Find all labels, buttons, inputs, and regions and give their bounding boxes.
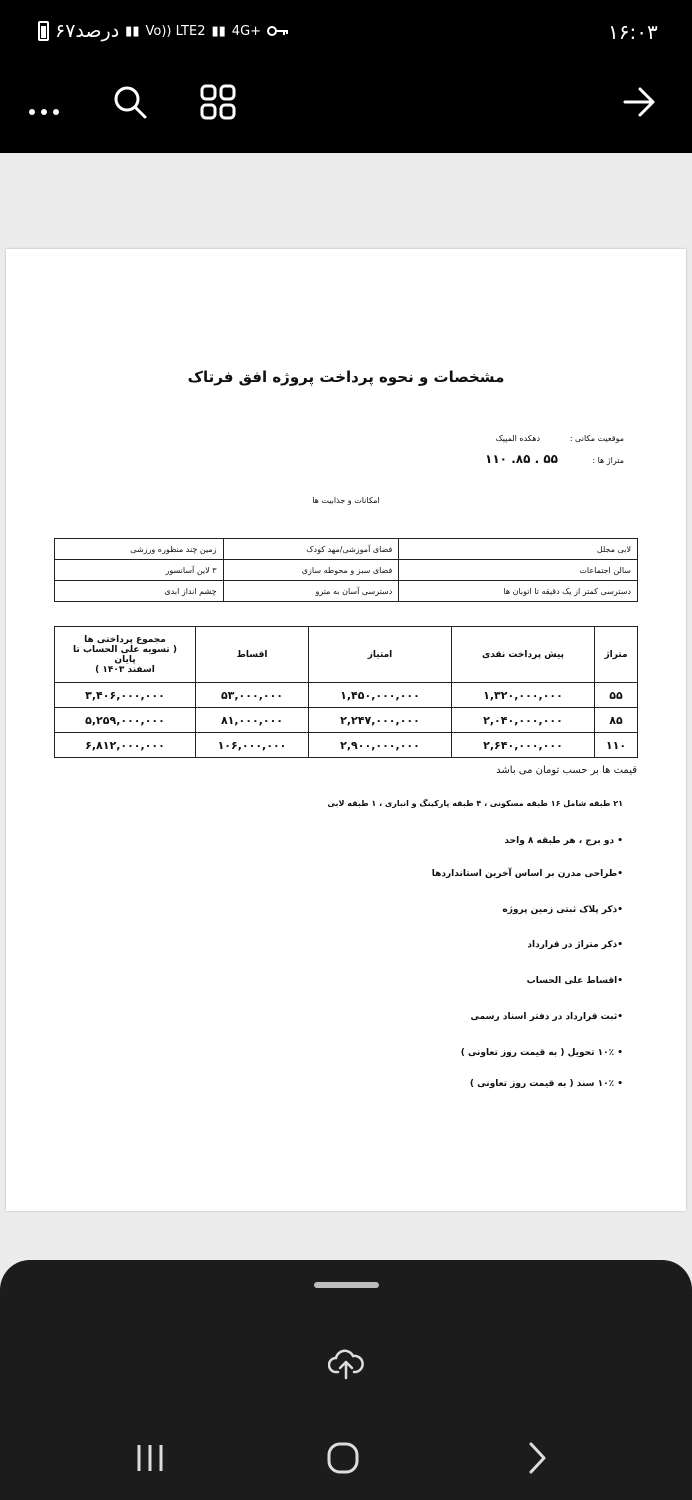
feature-item: • دو برج ، هر طبقه ۸ واحد bbox=[504, 836, 623, 846]
drag-handle[interactable] bbox=[314, 1282, 379, 1288]
forward-arrow-icon[interactable] bbox=[623, 86, 657, 118]
amenities-table bbox=[54, 538, 638, 602]
row-privilege: ۲,۹۰۰,۰۰۰,۰۰۰ bbox=[309, 733, 452, 758]
amenity-cell: لابی مجلل bbox=[399, 539, 638, 560]
network-4g-label: 4G+ bbox=[231, 23, 262, 39]
status-indicators bbox=[38, 20, 289, 42]
amenity-cell: فضای آموزشی/مهد کودک bbox=[223, 539, 399, 560]
row-installments: ۸۱,۰۰۰,۰۰۰ bbox=[196, 708, 309, 733]
bottom-sheet bbox=[0, 1260, 692, 1500]
back-icon[interactable] bbox=[527, 1442, 547, 1474]
feature-item: • ۱۰٪ سند ( به قیمت روز تعاونی ) bbox=[469, 1079, 623, 1089]
price-header-row bbox=[55, 627, 638, 683]
amenity-cell: دسترسی آسان به مترو bbox=[223, 581, 399, 602]
network-label: Vo)) LTE2 bbox=[145, 23, 206, 39]
row-total: ۳,۴۰۶,۰۰۰,۰۰۰ bbox=[55, 683, 196, 708]
amenity-cell: سالن اجتماعات bbox=[399, 560, 638, 581]
feature-item: •ذکر متراژ در قرارداد bbox=[527, 940, 623, 950]
row-total: ۶,۸۱۲,۰۰۰,۰۰۰ bbox=[55, 733, 196, 758]
amenity-cell: زمین چند منظوره ورزشی bbox=[55, 539, 224, 560]
price-row bbox=[55, 683, 638, 708]
feature-item: • ۱۰٪ تحویل ( به قیمت روز تعاونی ) bbox=[460, 1048, 623, 1058]
row-cash: ۱,۳۲۰,۰۰۰,۰۰۰ bbox=[452, 683, 595, 708]
battery-percent: ۶۷درصد bbox=[55, 20, 120, 42]
amenities-row bbox=[55, 539, 638, 560]
header-cash: پیش پرداخت نقدی bbox=[452, 627, 595, 683]
feature-item: •ثبت قرارداد در دفتر اسناد رسمی bbox=[470, 1012, 623, 1022]
cloud-upload-icon[interactable] bbox=[328, 1348, 364, 1380]
amenities-row bbox=[55, 560, 638, 581]
sizes-label: متراژ ها : bbox=[592, 456, 624, 465]
sizes-value: ۵۵ . ۸۵. ۱۱۰ bbox=[485, 452, 558, 466]
amenity-cell: دسترسی کمتر از یک دقیقه تا اتوبان ها bbox=[399, 581, 638, 602]
viewer-toolbar bbox=[0, 70, 692, 153]
row-size: ۸۵ bbox=[595, 708, 638, 733]
row-installments: ۵۳,۰۰۰,۰۰۰ bbox=[196, 683, 309, 708]
status-bar bbox=[0, 0, 692, 70]
header-privilege: امتیاز bbox=[309, 627, 452, 683]
signal-icon-2: ▮▮ bbox=[211, 23, 226, 39]
battery-icon bbox=[38, 21, 49, 41]
header-total-line3: اسفند ۱۴۰۳ ) bbox=[95, 664, 155, 675]
floors-line: ۲۱ طبقه شامل ۱۶ طبقه مسکونی ، ۴ طبقه پارکینگ و انباری ، ۱ طبقه لابی bbox=[327, 799, 623, 808]
document-title: مشخصات و نحوه پرداخت پروژه افق فرتاک bbox=[187, 368, 505, 386]
signal-icon: ▮▮ bbox=[125, 23, 140, 39]
vpn-key-icon bbox=[267, 24, 289, 38]
feature-item: •ذکر پلاک ثبتی زمین پروژه bbox=[502, 905, 623, 915]
price-note: قیمت ها بر حسب تومان می باشد bbox=[496, 765, 637, 776]
amenity-cell: ۳ لاین آسانسور bbox=[55, 560, 224, 581]
row-installments: ۱۰۶,۰۰۰,۰۰۰ bbox=[196, 733, 309, 758]
location-label: موقعیت مکانی : bbox=[569, 434, 624, 443]
row-size: ۱۱۰ bbox=[595, 733, 638, 758]
row-total: ۵,۲۵۹,۰۰۰,۰۰۰ bbox=[55, 708, 196, 733]
header-installments: اقساط bbox=[196, 627, 309, 683]
price-row bbox=[55, 708, 638, 733]
amenities-row bbox=[55, 581, 638, 602]
location-value: دهکده المپیک bbox=[495, 434, 540, 443]
price-row bbox=[55, 733, 638, 758]
row-privilege: ۱,۴۵۰,۰۰۰,۰۰۰ bbox=[309, 683, 452, 708]
header-size: متراژ bbox=[595, 627, 638, 683]
home-icon[interactable] bbox=[327, 1442, 359, 1474]
amenities-heading: امکانات و جذابیت ها bbox=[312, 496, 380, 505]
row-privilege: ۲,۲۴۷,۰۰۰,۰۰۰ bbox=[309, 708, 452, 733]
row-cash: ۲,۰۴۰,۰۰۰,۰۰۰ bbox=[452, 708, 595, 733]
clock: ۱۶:۰۳ bbox=[608, 20, 658, 44]
feature-item: •طراحی مدرن بر اساس آخرین استانداردها bbox=[431, 869, 623, 879]
row-size: ۵۵ bbox=[595, 683, 638, 708]
amenity-cell: چشم انداز ابدی bbox=[55, 581, 224, 602]
header-total-line2: ( تسویه علی الحساب تا پایان bbox=[73, 644, 177, 665]
feature-item: •اقساط علی الحساب bbox=[526, 976, 623, 986]
amenity-cell: فضای سبز و محوطه سازی bbox=[223, 560, 399, 581]
more-icon[interactable] bbox=[28, 108, 60, 116]
grid-icon[interactable] bbox=[200, 84, 236, 120]
search-icon[interactable] bbox=[112, 84, 148, 120]
header-total bbox=[55, 627, 196, 683]
row-cash: ۲,۶۴۰,۰۰۰,۰۰۰ bbox=[452, 733, 595, 758]
header-total-line1: مجموع پرداختی ها bbox=[84, 634, 166, 645]
price-table bbox=[54, 626, 638, 758]
recents-icon[interactable] bbox=[136, 1443, 164, 1473]
